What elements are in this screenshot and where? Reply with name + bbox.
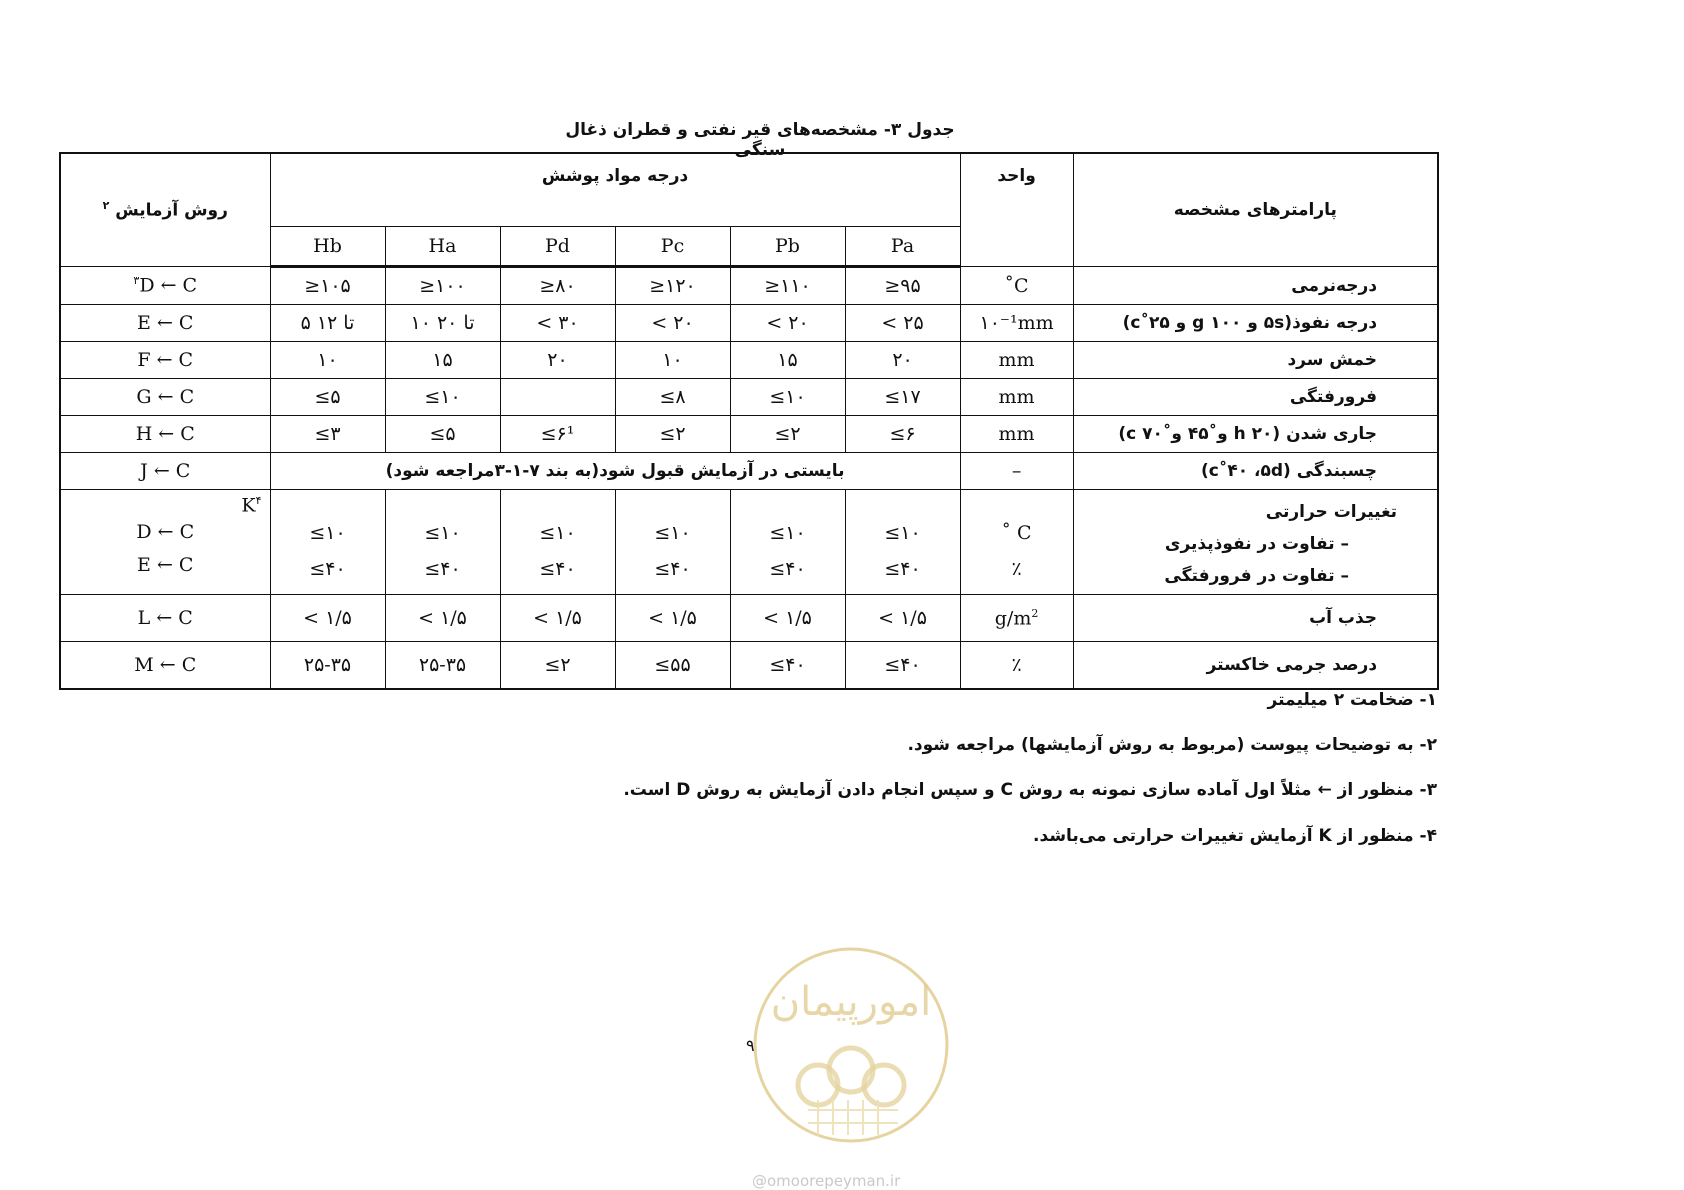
value-cell: ۱۵ (385, 342, 500, 379)
value-cell: ≤۱۰ ≤۴۰ (845, 490, 960, 595)
table-row (60, 416, 1438, 453)
unit-cell: mm (960, 342, 1073, 379)
unit-cell: ˚C (960, 267, 1073, 305)
method-cell: M ← C (60, 642, 270, 690)
value-cell: ≤۱۷ (845, 379, 960, 416)
value-cell: ≤۲ (615, 416, 730, 453)
grade-header: Pc (615, 227, 730, 267)
unit-cell: mm (960, 416, 1073, 453)
value-cell: ≤۱۰ (385, 379, 500, 416)
value-cell: ۲۵-۳۵ (385, 642, 500, 690)
method-cell (60, 490, 270, 595)
method-cell: E ← C (60, 305, 270, 342)
thermal-sub-2: – تفاوت در فرورفتگی (1164, 566, 1350, 586)
thermal-sub-1: – تفاوت در نفوذپذیری (1164, 534, 1350, 554)
param-cell: درجه‌نرمی (1073, 267, 1438, 305)
table-row (60, 305, 1438, 342)
value-cell: < ۱/۵ (270, 595, 385, 642)
value-cell: < ۳۰ (500, 305, 615, 342)
value-cell (500, 379, 615, 416)
value-cell: ≤۱۰ ≤۴۰ (270, 490, 385, 595)
thermal-title: تغییرات حرارتی (1265, 502, 1398, 522)
value-cell: < ۱/۵ (845, 595, 960, 642)
header-test-method: روش آزمایش $^۲$ (60, 153, 270, 267)
header-unit: واحد (960, 153, 1073, 267)
table-row-thermal (60, 490, 1438, 595)
value-cell: ≤۱۰ ≤۴۰ (500, 490, 615, 595)
footnote-4: ۴- منظور از K آزمایش تغییرات حرارتی می‌باشد. (1033, 826, 1437, 846)
param-cell: درجه نفوذ(۵s و ۱۰۰ g و ۲۵˚c) (1073, 305, 1438, 342)
unit-cell: ۱۰⁻¹mm (960, 305, 1073, 342)
table-row (60, 267, 1438, 305)
value-cell: ≤۱۰ ≤۴۰ (615, 490, 730, 595)
grade-header: Pd (500, 227, 615, 267)
unit-cell: mm (960, 379, 1073, 416)
param-cell (1073, 490, 1438, 595)
value-cell: ≤۵۵ (615, 642, 730, 690)
value-cell: < ۱/۵ (385, 595, 500, 642)
watermark-logo (748, 945, 954, 1145)
param-cell: جاری شدن (h ۲۰ و˚۴۵ و˚c ۷۰) (1073, 416, 1438, 453)
grade-header: Hb (270, 227, 385, 267)
unit-cell: $g/m^2$ (960, 595, 1073, 642)
page-number: ۹ (746, 1036, 755, 1055)
method-cell: G ← C (60, 379, 270, 416)
grade-header: Pb (730, 227, 845, 267)
footnote-3: ۳- منظور از ← مثلاً اول آماده سازی نمونه به روش C و سپس انجام دادن آزمایش به روش D است. (623, 780, 1437, 800)
table-row-ash (60, 642, 1438, 690)
param-cell: فرورفتگی (1073, 379, 1438, 416)
value-cell: ۱۵ (730, 342, 845, 379)
grade-header: Ha (385, 227, 500, 267)
method-cell: F ← C (60, 342, 270, 379)
method-line-1: D ← C (136, 521, 195, 544)
table-row (60, 342, 1438, 379)
value-cell: ≥۱۰۵ (270, 267, 385, 305)
value-cell: < ۱/۵ (615, 595, 730, 642)
value-cell: ≤۴۰ (730, 642, 845, 690)
value-cell: ≥۱۰۰ (385, 267, 500, 305)
value-cell: ≤۵ (270, 379, 385, 416)
value-cell: < ۱/۵ (500, 595, 615, 642)
value-cell: ≤۲ (500, 642, 615, 690)
value-cell: ≤۱۰ (730, 379, 845, 416)
value-cell: ≥۹۵ (845, 267, 960, 305)
method-cell: L ← C (60, 595, 270, 642)
value-cell: ≤۲ (730, 416, 845, 453)
value-cell: ≥۸۰ (500, 267, 615, 305)
param-cell: خمش سرد (1073, 342, 1438, 379)
value-cell: < ۱/۵ (730, 595, 845, 642)
method-cell: H ← C (60, 416, 270, 453)
adhesion-note: بایستی در آزمایش قبول شود(به بند ۷-۱-۳مراجعه شود) (270, 453, 960, 490)
header-parameters: پارامترهای مشخصه (1073, 153, 1438, 267)
value-cell: ۱۰ تا ۲۰ (385, 305, 500, 342)
unit-cell: ˚ C ٪ (960, 490, 1073, 595)
param-cell: درصد جرمی خاکستر (1073, 642, 1438, 690)
table-row-water (60, 595, 1438, 642)
value-cell: < ۲۰ (615, 305, 730, 342)
table-title: جدول ۳- مشخصه‌های قیر نفتی و قطران ذغال سنگی (565, 120, 955, 160)
value-cell: ≤۴۰ (845, 642, 960, 690)
footnote-1: ۱- ضخامت ۲ میلیمتر (1267, 690, 1437, 710)
method-cell: J ← C (60, 453, 270, 490)
value-cell: ۲۰ (845, 342, 960, 379)
value-cell: < ۲۰ (730, 305, 845, 342)
value-cell: ≤۵ (385, 416, 500, 453)
header-grade: درجه مواد پوشش (270, 153, 960, 227)
value-cell: ≤۱۰ ≤۴۰ (385, 490, 500, 595)
value-cell: ≥۱۱۰ (730, 267, 845, 305)
value-cell: ≥۱۲۰ (615, 267, 730, 305)
unit-cell: – (960, 453, 1073, 490)
value-cell: ≤۳ (270, 416, 385, 453)
table-row-adhesion (60, 453, 1438, 490)
param-cell: چسبندگی (c˚۴۰ ،۵d) (1073, 453, 1438, 490)
value-cell: ۵ تا ۱۲ (270, 305, 385, 342)
method-k: $K^۴$ (241, 494, 262, 517)
method-cell: $^۳$D ← C (60, 267, 270, 305)
spec-table (59, 152, 1439, 690)
value-cell: ۲۰ (500, 342, 615, 379)
value-cell: ≤۶ (845, 416, 960, 453)
value-cell: ۲۵-۳۵ (270, 642, 385, 690)
value-cell: ≤۱۰ ≤۴۰ (730, 490, 845, 595)
value-cell: ۱۰ (615, 342, 730, 379)
value-cell: ۱۰ (270, 342, 385, 379)
param-cell: جذب آب (1073, 595, 1438, 642)
value-cell: ≤۸ (615, 379, 730, 416)
watermark-url: @omoorepeyman.ir (752, 1172, 901, 1190)
svg-text:امورپیمان: امورپیمان (770, 979, 932, 1025)
value-cell: < ۲۵ (845, 305, 960, 342)
header-row-1 (60, 153, 1438, 227)
footnote-2: ۲- به توضیحات پیوست (مربوط به روش آزمایشها) مراجعه شود. (907, 735, 1437, 755)
grade-header: Pa (845, 227, 960, 267)
method-line-2: E ← C (137, 554, 194, 577)
table-row (60, 379, 1438, 416)
value-cell: ≤۶¹ (500, 416, 615, 453)
unit-cell: ٪ (960, 642, 1073, 690)
